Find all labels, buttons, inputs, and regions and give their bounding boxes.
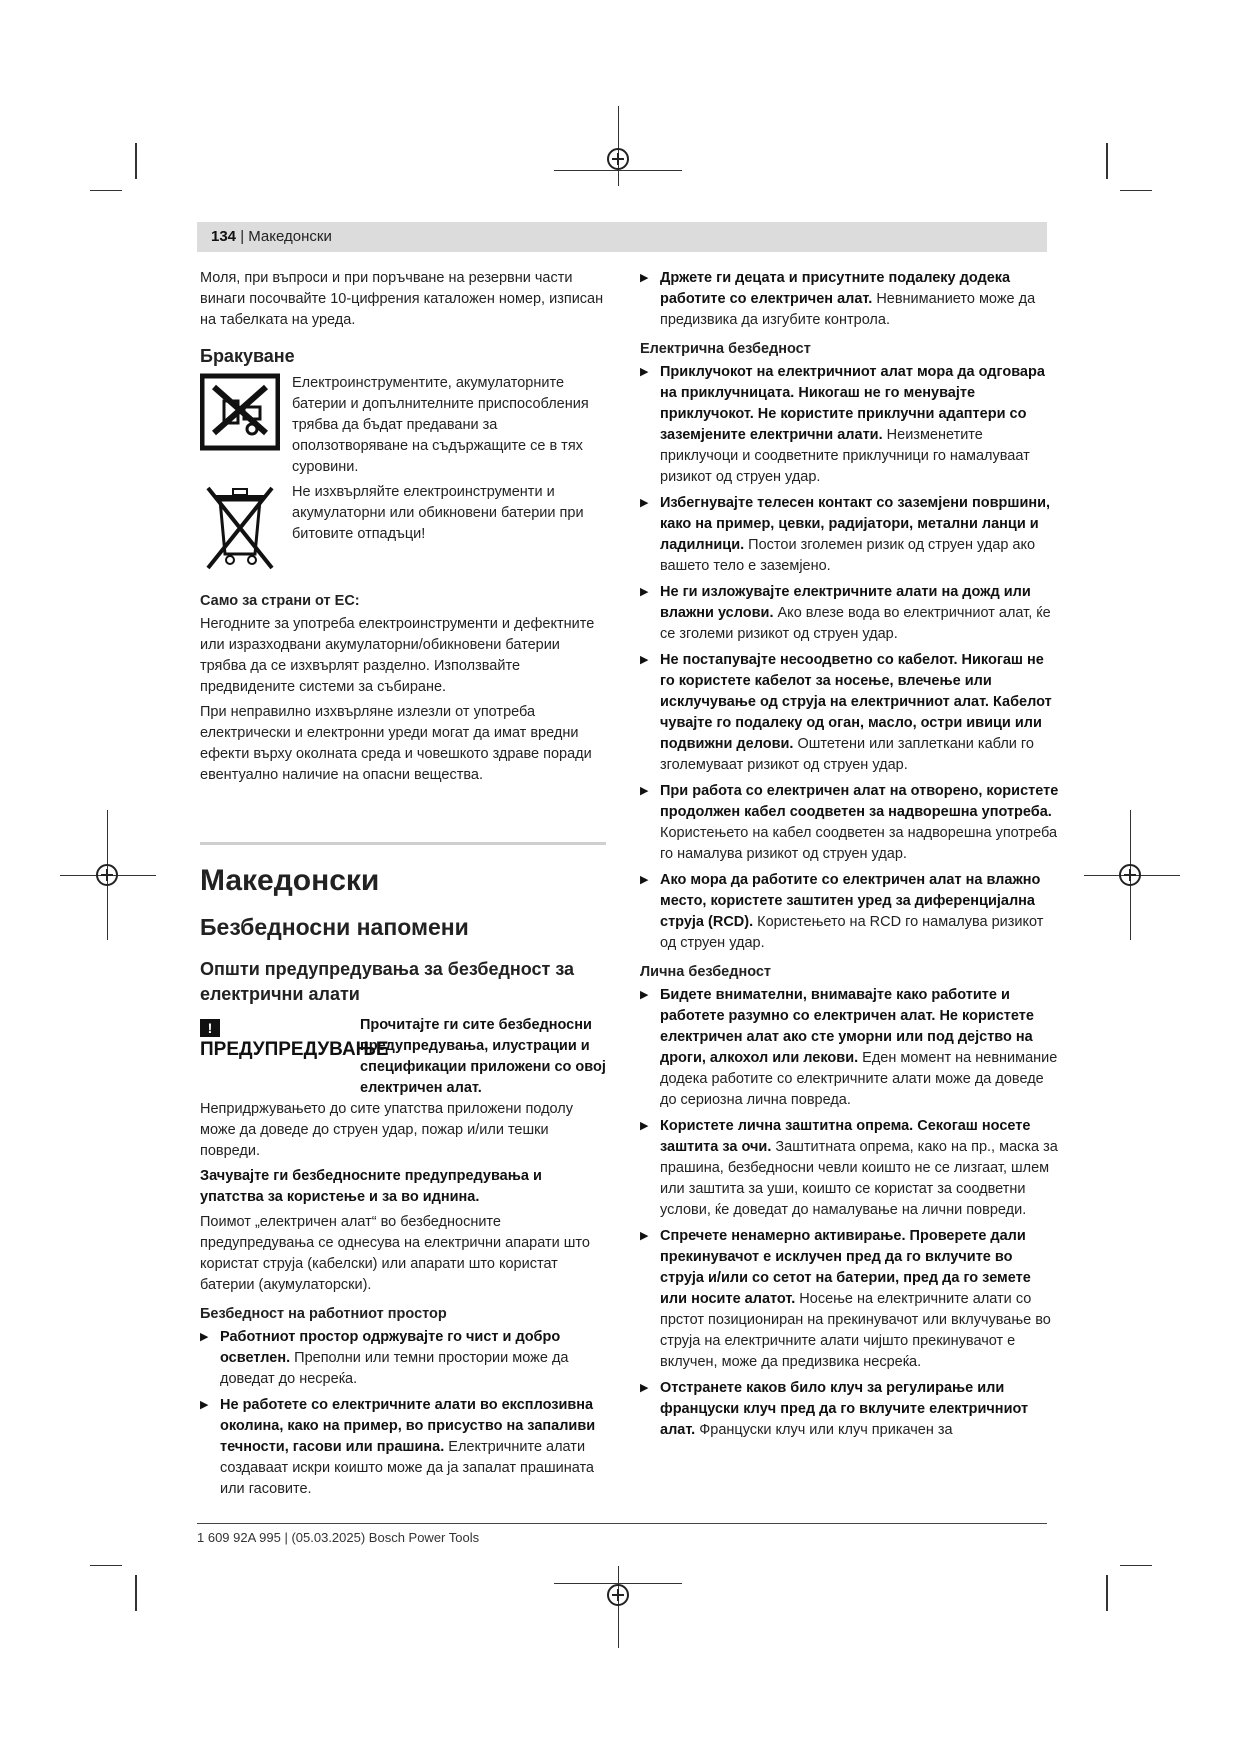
left-column xyxy=(200,268,606,1505)
registration-target-icon xyxy=(607,148,629,170)
bullet-arrow-icon: ▶ xyxy=(640,1120,649,1132)
crop-mark xyxy=(90,1565,122,1566)
page-header xyxy=(211,228,332,246)
warning-paragraph: Непридржувањето до сите упатства приложени подолу може да доведе до струен удар, пожар и/или тешки повреди. xyxy=(200,1101,574,1159)
list-item: ▶ Користете лична заштитна опрема. Секогаш носете заштита за очи. Заштитната опрема, како на пр., маска за прашина, безбедносни чевли коишто не се лизгаат, шлем или заштита за уши, коишто се користат за соодветни услови, ќе доведат до намалување на лични повреди. xyxy=(640,1118,1058,1218)
bullet-arrow-icon: ▶ xyxy=(640,366,649,378)
bullet-arrow-icon: ▶ xyxy=(640,785,649,797)
registration-line xyxy=(618,1566,619,1648)
general-warnings-heading: Општи предупредувања за безбедност за електрични алати xyxy=(200,959,575,1004)
work-area-heading: Безбедност на работниот простор xyxy=(200,1306,447,1322)
list-item: ▶ Приклучокот на електричниот алат мора да одговара на приклучницата. Никогаш не го менувајте приклучокот. Не користите приклучни адаптери со заземјените електрични алати. Неизменетите приклучоци и соодветните приклучници го намалуваат ризикот од струен удар. xyxy=(640,364,1045,485)
disposal-row-1 xyxy=(200,373,606,478)
registration-target-icon xyxy=(1119,864,1141,886)
bullet-arrow-icon: ▶ xyxy=(640,1382,649,1394)
right-column xyxy=(640,268,1060,1446)
registration-target-icon xyxy=(607,1584,629,1606)
bullet-arrow-icon: ▶ xyxy=(640,586,649,598)
registration-line xyxy=(618,106,619,186)
warning-block xyxy=(200,1015,606,1099)
crossed-out-bin-icon xyxy=(200,482,280,579)
bullet-arrow-icon: ▶ xyxy=(200,1399,209,1411)
safety-heading: Безбедносни напомени xyxy=(200,914,469,940)
work-area-list xyxy=(200,1327,606,1500)
list-item: ▶ Бидете внимателни, внимавајте како работите и работете разумно со електричен алат. Не користете електричен алат ако сте уморни или под дејство на дроги, алкохол или лекови. Еден момент на невнимание додека работите со електричните алати може да доведе до сериозна лична повреда. xyxy=(640,987,1058,1108)
eu-paragraph-1: Негодните за употреба електроинструменти и дефектните или изразходвани акумулаторни/обикновени батерии трябва да се изхвърлят разделно. Използвайте предвидените системи за събиране. xyxy=(200,616,595,695)
warning-label-text: ПРЕДУПРЕДУВАЊЕ xyxy=(200,1039,389,1060)
list-item: ▶ Не постапувајте несоодветно со кабелот. Никогаш не го користете кабелот за носење, влечење или исклучување од струја на електричниот алат. Кабелот чувајте го подалеку од оган, масло, остри ивици или подвижни делови. Оштетени или заплеткани кабли го зголемуваат ризикот од струен удар. xyxy=(640,652,1052,773)
footer-rule xyxy=(197,1523,1047,1524)
electrical-safety-heading: Електрична безбедност xyxy=(640,341,811,357)
bullet-arrow-icon: ▶ xyxy=(640,874,649,886)
header-separator: | xyxy=(236,228,249,245)
list-item: ▶ Држете ги децата и присутните подалеку додека работите со електричен алат. Невниманието може да предизвика да изгубите контрола. xyxy=(640,270,1036,328)
personal-safety-list xyxy=(640,985,1060,1441)
crop-mark xyxy=(90,190,122,191)
crop-mark xyxy=(1120,190,1152,191)
list-item: ▶ Избегнувајте телесен контакт со заземјени површини, како на пример, цевки, радијатори, метални ланци и ладилници. Постои зголемен ризик од струен удар ако вашето тело е заземјено. xyxy=(640,495,1051,574)
list-item: ▶ Работниот простор одржувајте го чист и добро осветлен. Преполни или темни простории може да доведат до несреќа. xyxy=(200,1329,569,1387)
crop-mark xyxy=(1106,1575,1108,1611)
crop-mark xyxy=(1106,143,1108,179)
list-item: ▶ Отстранете каков било клуч за регулирање или француски клуч пред да го вклучите електричниот алат. Француски клуч или клуч прикачен за xyxy=(640,1380,1029,1438)
recycling-symbol-icon xyxy=(200,373,280,458)
list-item: ▶ Спречете ненамерно активирање. Проверете дали прекинувачот е исклучен пред да го вклучите во струја и/или со сетот на батерии, пред да го земете или носите алатот. Носење на електричните алати со прстот позициониран на прекинувачот или вклучување во струја на електричните алати чијшто прекинувачот е вклучен, може да предизвика несреќа. xyxy=(640,1228,1051,1370)
crop-mark xyxy=(135,143,137,179)
personal-safety-heading: Лична безбедност xyxy=(640,964,772,980)
electrical-safety-list xyxy=(640,362,1060,954)
term-definition: Поимот „електричен алат“ во безбедносните предупредувања се однесува на електрични апарати што користат струја (кабелски) или апарати што користат батерии (акумулаторски). xyxy=(200,1214,590,1293)
bullet-arrow-icon: ▶ xyxy=(640,654,649,666)
disposal-text-1: Електроинструментите, акумулаторните батерии и допълнителните приспособления трябва да бъдат предавани за оползотворяване на съдържащите се в тях суровини. xyxy=(292,375,589,475)
section-title: Македонски xyxy=(200,864,380,897)
bullet-arrow-icon: ▶ xyxy=(640,989,649,1001)
list-item: ▶ Ако мора да работите со електричен алат на влажно место, користете заштитен уред за диференцијална струја (RCD). Користењето на RCD го намалува ризикот од струен удар. xyxy=(640,872,1044,951)
bullet-arrow-icon: ▶ xyxy=(640,1230,649,1242)
bullet-arrow-icon: ▶ xyxy=(640,497,649,509)
disposal-text-2: Не изхвърляйте електроинструменти и акумулаторни или обикновени батерии при битовите отпадъци! xyxy=(292,484,584,542)
eu-heading: Само за страни от ЕС: xyxy=(200,593,360,609)
eu-paragraph-2: При неправилно изхвърляне излезли от употреба електрически и електронни уреди могат да имат вредни ефекти върху околната среда и човешкото здраве поради евентуално наличие на опасни вещества. xyxy=(200,704,592,783)
bullet-arrow-icon: ▶ xyxy=(200,1331,209,1343)
list-item: ▶ Не работете со електричните алати во експлозивна околина, како на пример, во присуство на запаливи течности, гасови или прашина. Електричните алати создаваат искри коишто може да ја запалат прашината или гасовите. xyxy=(200,1397,596,1497)
warning-label xyxy=(200,1015,389,1099)
list-item: ▶ При работа со електричен алат на отворено, користете продолжен кабел соодветен за надворешна употреба. Користењето на кабел соодветен за надворешна употреба го намалува ризикот од струен удар. xyxy=(640,783,1059,862)
list-item: ▶ Не ги изложувајте електричните алати на дожд или влажни услови. Ако влезе вода во електричниот алат, ќе се зголеми ризикот од струен удар. xyxy=(640,584,1051,642)
disposal-heading: Бракуване xyxy=(200,346,295,366)
page-number: 134 xyxy=(211,228,237,245)
registration-target-icon xyxy=(96,864,118,886)
work-area-list-continued xyxy=(640,268,1060,331)
section-divider xyxy=(200,842,606,845)
warning-triangle-icon: ! xyxy=(200,1019,220,1037)
header-language: Македонски xyxy=(248,228,332,245)
intro-paragraph: Моля, при въпроси и при поръчване на резервни части винаги посочвайте 10-цифрения каталожен номер, изписан на табелката на уреда. xyxy=(200,270,604,328)
page-footer: 1 609 92A 995 | (05.03.2025) Bosch Power Tools xyxy=(197,1530,480,1545)
bullet-arrow-icon: ▶ xyxy=(640,272,649,284)
crop-mark xyxy=(135,1575,137,1611)
disposal-row-2 xyxy=(200,482,606,579)
registration-line xyxy=(554,170,682,171)
warning-bold-text: Прочитајте ги сите безбедносни предупредувања, илустрации и спецификации приложени со овој електричен алат. xyxy=(360,1017,606,1096)
keep-instructions-text: Зачувајте ги безбедносните предупредувања и упатства за користење и за во иднина. xyxy=(200,1168,542,1205)
crop-mark xyxy=(1120,1565,1152,1566)
